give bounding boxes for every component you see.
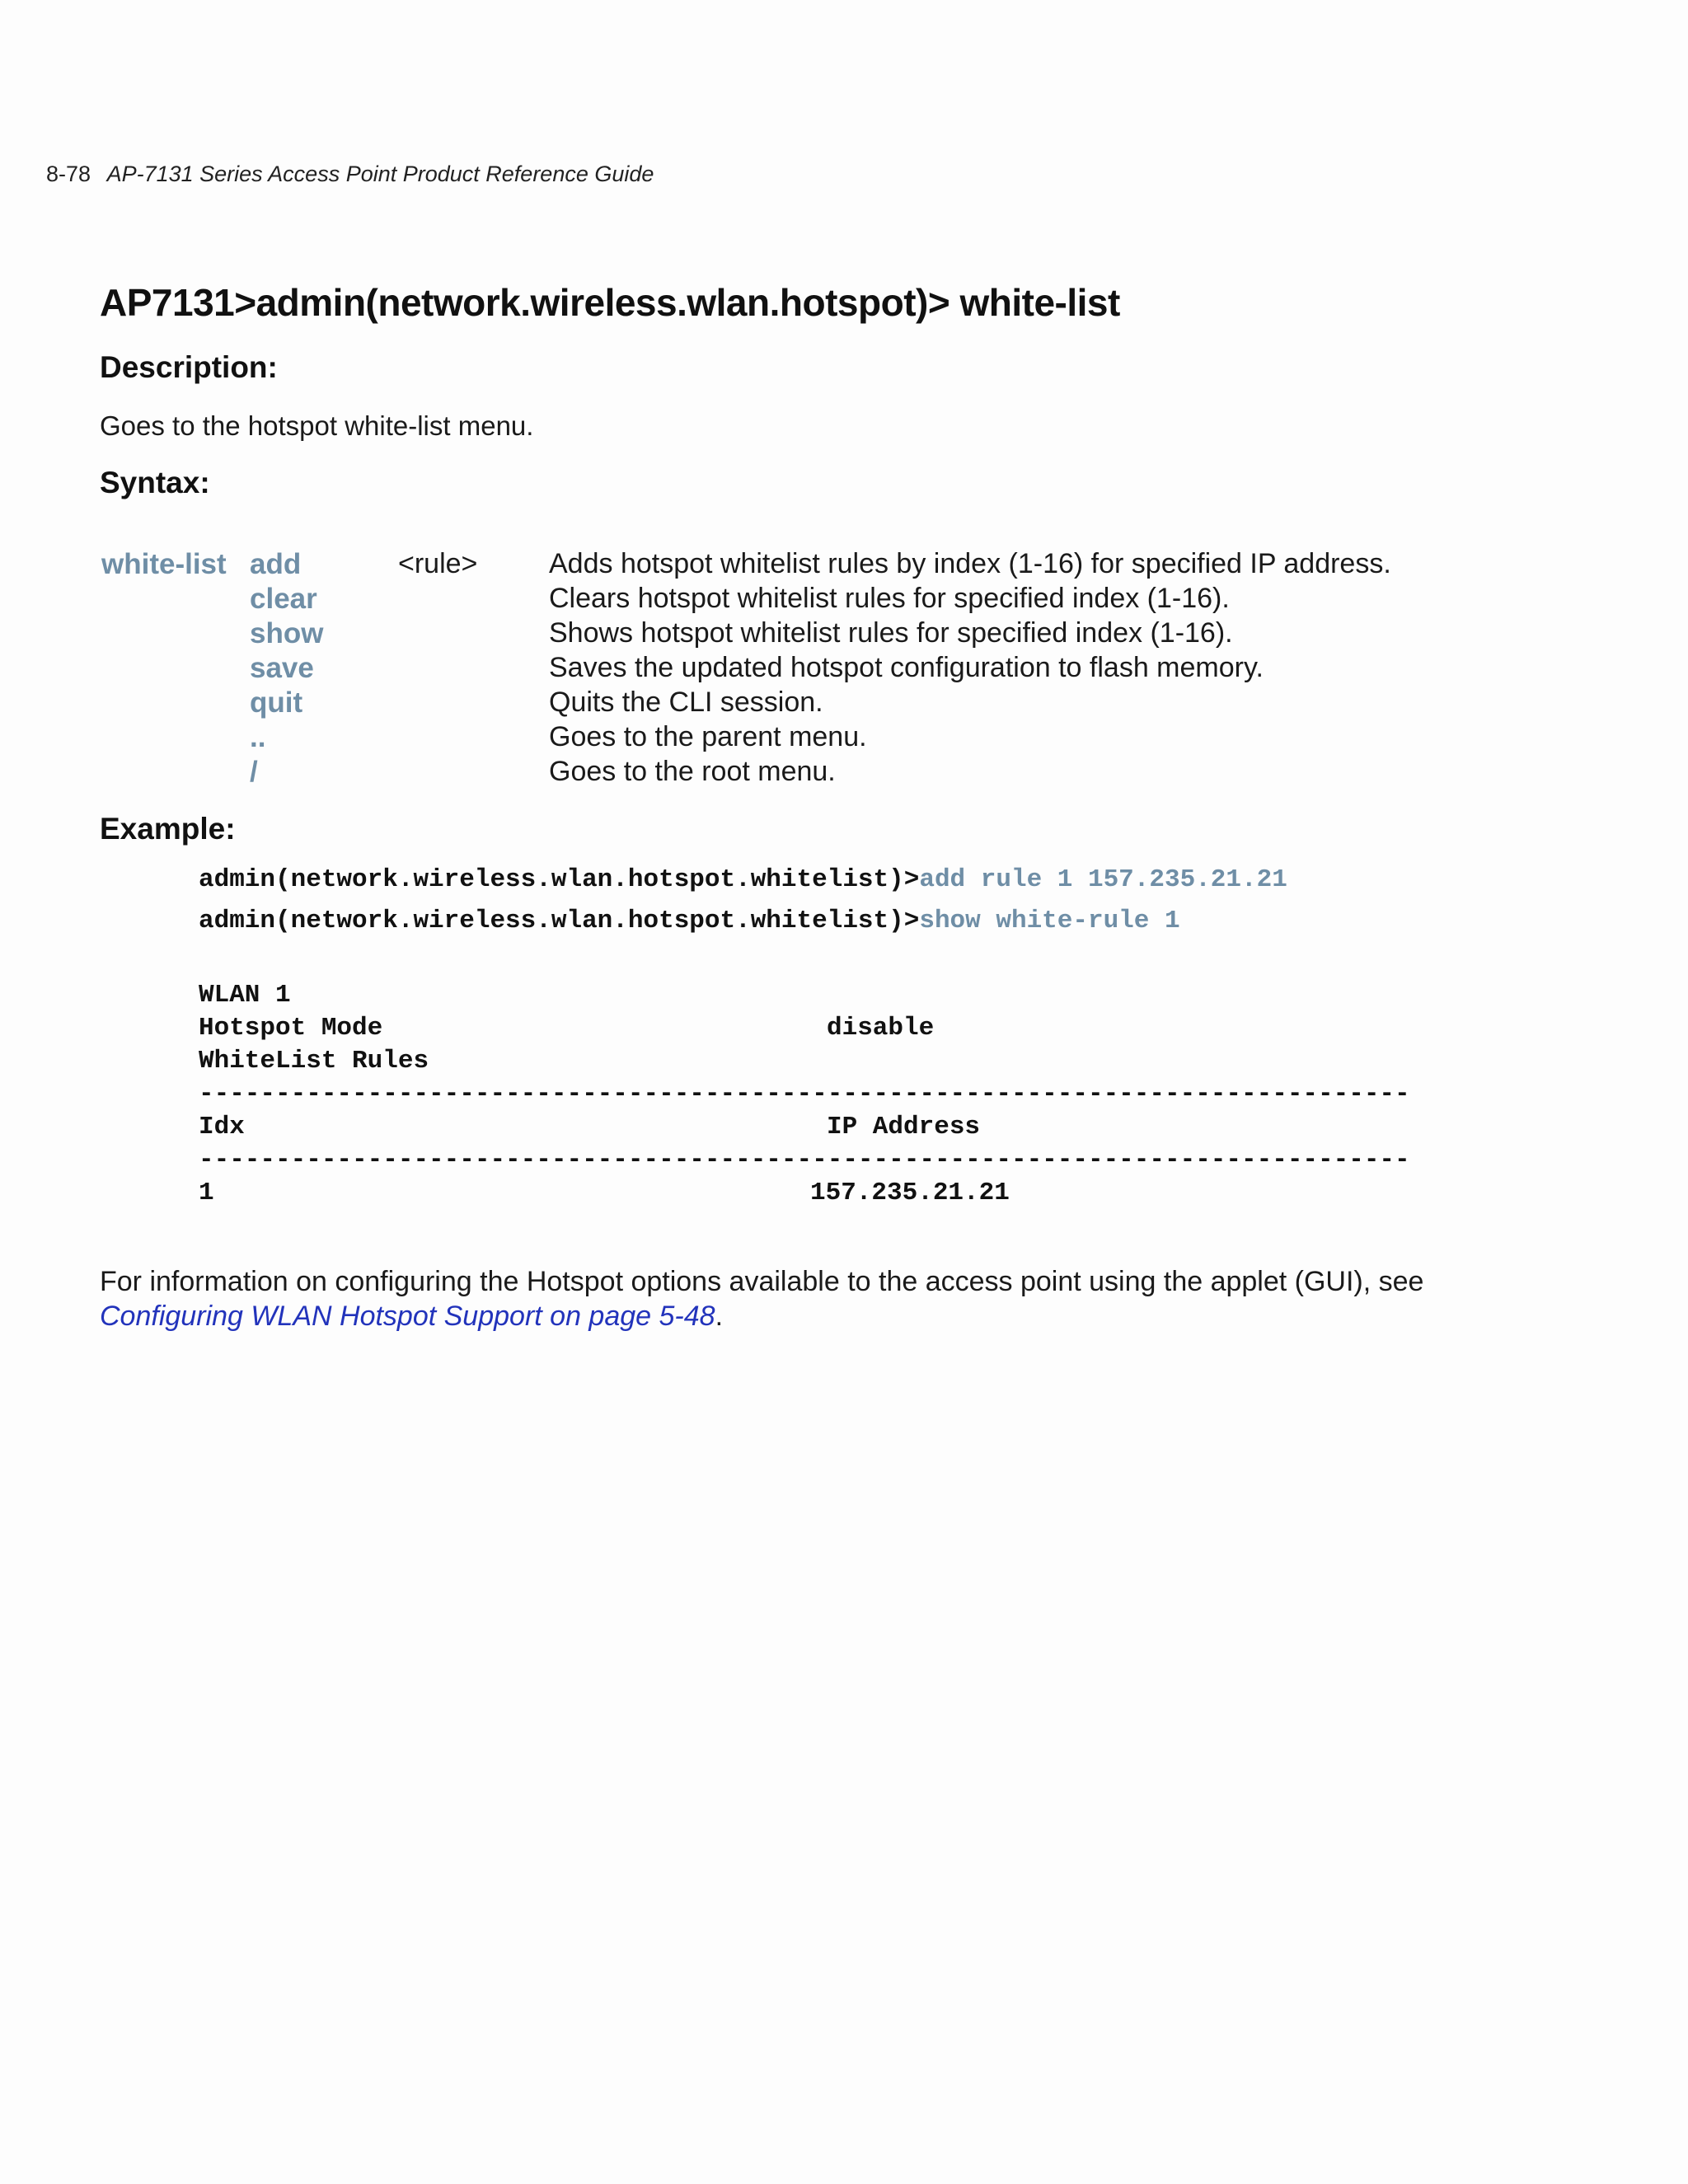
output-row-idx: 1 (199, 1179, 214, 1207)
output-rules-label: WhiteList Rules (199, 1047, 429, 1076)
running-header (46, 162, 654, 187)
cli-prompt: admin(network.wireless.wlan.hotspot.whitelist)> (199, 907, 920, 935)
footer-paragraph (100, 1264, 1517, 1333)
syntax-row (100, 756, 1501, 790)
syntax-subcommand: / (250, 756, 258, 788)
example-command-line (199, 907, 1180, 935)
syntax-row (100, 652, 1501, 687)
description-text: Goes to the hotspot white-list menu. (100, 410, 534, 441)
syntax-description: Shows hotspot whitelist rules for specified index (1-16). (549, 617, 1233, 649)
output-mode-label: Hotspot Mode (199, 1014, 383, 1043)
example-command-line (199, 865, 1287, 894)
syntax-description: Clears hotspot whitelist rules for specified index (1-16). (549, 583, 1230, 614)
output-row-ip: 157.235.21.21 (810, 1179, 1010, 1207)
syntax-description: Saves the updated hotspot configuration to flash memory. (549, 652, 1264, 683)
syntax-description: Goes to the parent menu. (549, 721, 867, 752)
output-separator: ------------------------------------------------------------------------------- (199, 1080, 1410, 1108)
output-separator: ------------------------------------------------------------------------------- (199, 1146, 1410, 1174)
syntax-row (100, 687, 1501, 721)
syntax-row (100, 583, 1501, 617)
syntax-subcommand: clear (250, 583, 317, 615)
example-heading: Example: (100, 812, 236, 846)
syntax-subcommand: show (250, 617, 324, 649)
output-col-idx: Idx (199, 1113, 245, 1141)
syntax-description: Quits the CLI session. (549, 687, 823, 718)
footer-text: For information on configuring the Hotspot options available to the access point using the applet (GUI), see (100, 1266, 1424, 1297)
syntax-subcommand: add (250, 548, 302, 580)
syntax-row (100, 548, 1501, 583)
output-wlan: WLAN 1 (199, 981, 291, 1010)
command-title: AP7131>admin(network.wireless.wlan.hotspot)> white-list (100, 281, 1120, 324)
guide-title: AP-7131 Series Access Point Product Reference Guide (106, 162, 654, 186)
output-mode-value: disable (827, 1014, 935, 1043)
syntax-description: Goes to the root menu. (549, 756, 836, 787)
cli-command: show white-rule 1 (919, 907, 1180, 935)
description-heading: Description: (100, 350, 278, 384)
cli-command: add rule 1 157.235.21.21 (919, 865, 1287, 894)
footer-end: . (715, 1301, 724, 1332)
syntax-row (100, 721, 1501, 756)
syntax-command: white-list (101, 548, 227, 580)
syntax-description: Adds hotspot whitelist rules by index (1-16) for specified IP address. (549, 548, 1391, 579)
cross-reference-link[interactable]: Configuring WLAN Hotspot Support on page 5-48 (100, 1301, 715, 1332)
syntax-argument: <rule> (398, 548, 478, 579)
output-col-ip: IP Address (827, 1113, 981, 1141)
syntax-heading: Syntax: (100, 466, 210, 499)
page-number: 8-78 (46, 162, 91, 186)
syntax-subcommand: save (250, 652, 314, 684)
syntax-subcommand: quit (250, 687, 303, 719)
syntax-subcommand: .. (250, 721, 266, 753)
cli-prompt: admin(network.wireless.wlan.hotspot.whitelist)> (199, 865, 920, 894)
syntax-row (100, 617, 1501, 652)
